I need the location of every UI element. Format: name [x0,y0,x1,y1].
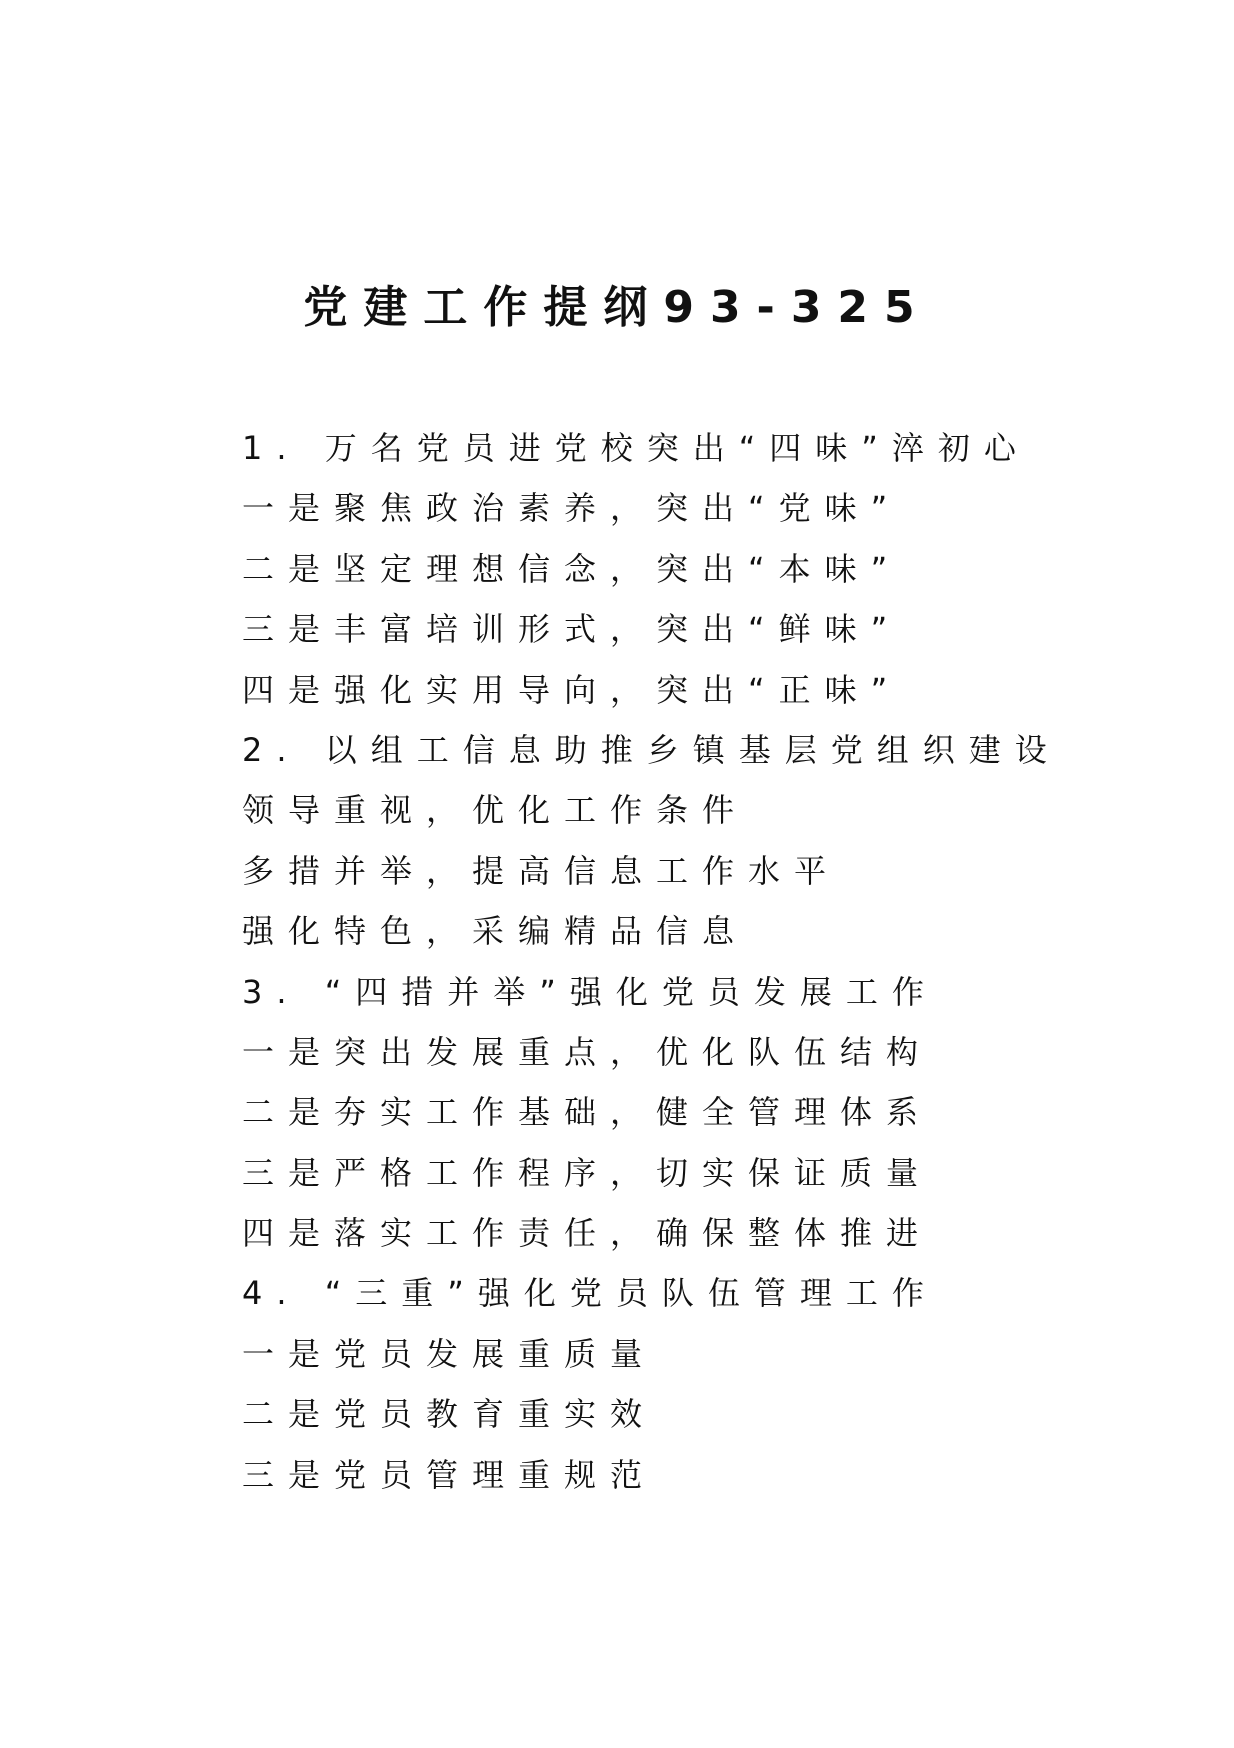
outline-line: 强化特色，采编精品信息 [242,912,749,951]
document-title: 党建工作提纲93-325 [303,282,931,333]
outline-line: 二是坚定理想信念，突出“本味” [242,549,902,588]
outline-line: 3. “四措并举”强化党员发展工作 [242,972,938,1011]
outline-line: 三是严格工作程序，切实保证质量 [242,1153,933,1192]
outline-line: 三是党员管理重规范 [242,1455,657,1494]
outline-line: 二是党员教育重实效 [242,1395,657,1434]
outline-line: 多措并举，提高信息工作水平 [242,851,841,890]
outline-line: 三是丰富培训形式，突出“鲜味” [242,610,902,649]
outline-line: 一是聚焦政治素养，突出“党味” [242,489,902,528]
outline-line: 四是落实工作责任，确保整体推进 [242,1214,933,1253]
outline-line: 2. 以组工信息助推乡镇基层党组织建设 [242,730,1061,769]
outline-list [242,418,1142,1505]
outline-line: 1. 万名党员进党校突出“四味”淬初心 [242,429,1030,467]
outline-line: 一是突出发展重点，优化队伍结构 [242,1032,933,1071]
outline-line: 二是夯实工作基础，健全管理体系 [242,1093,933,1132]
outline-line: 领导重视，优化工作条件 [242,791,749,830]
outline-line: 四是强化实用导向，突出“正味” [242,670,902,709]
outline-line: 4. “三重”强化党员队伍管理工作 [242,1274,938,1313]
outline-line: 一是党员发展重质量 [242,1334,657,1373]
